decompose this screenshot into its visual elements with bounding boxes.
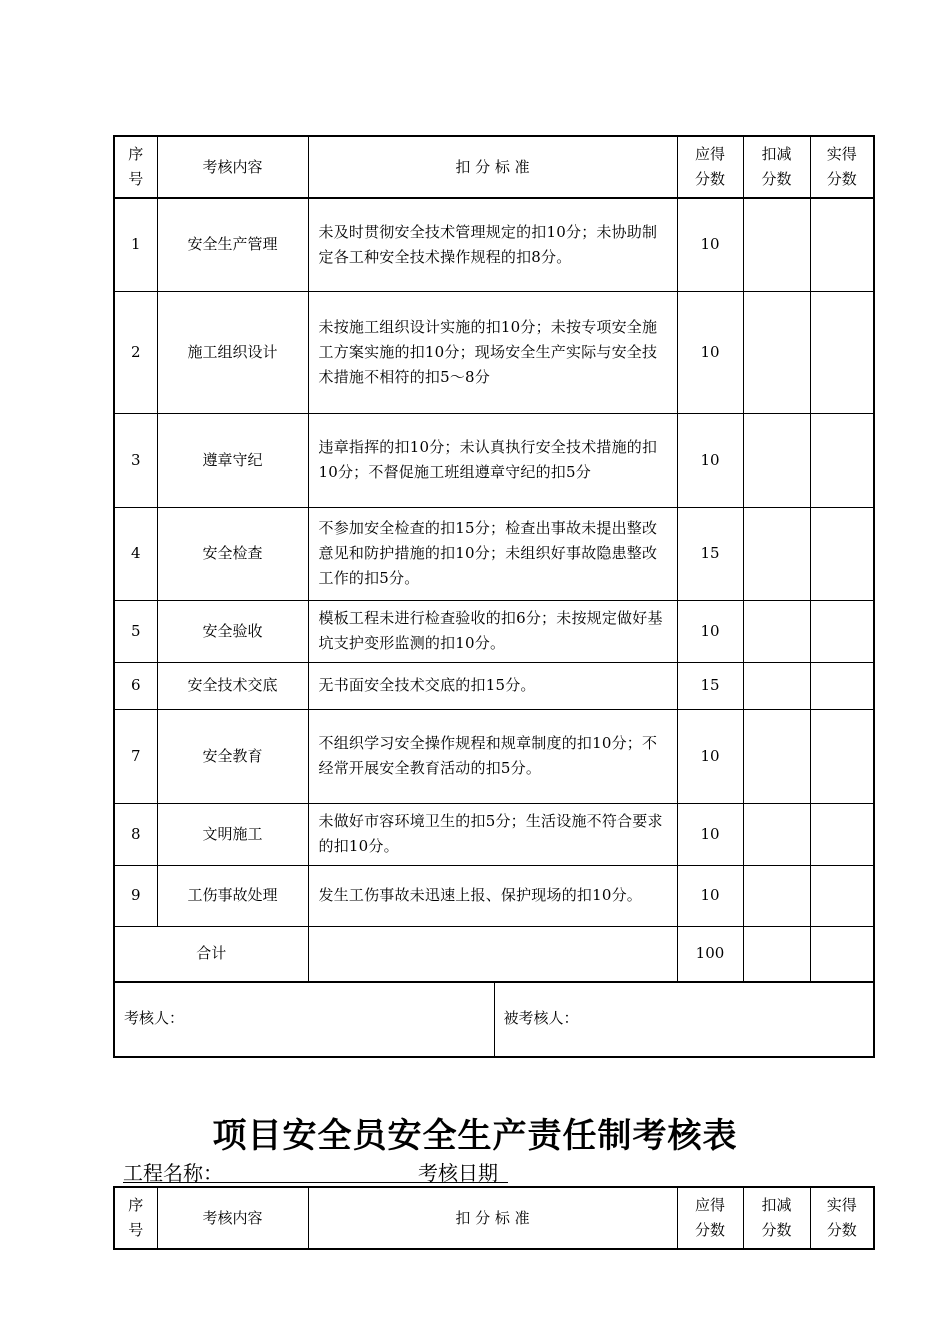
table-row [114,600,874,662]
row-item: 遵章守纪 [157,413,308,507]
row-score: 10 [677,198,743,291]
total-row [114,926,874,982]
table-row [114,865,874,926]
header-no: 序 号 [114,136,157,198]
header-item: 考核内容 [157,1187,308,1249]
header-underline [123,1182,508,1183]
row-deduct-cell[interactable] [743,600,810,662]
row-item: 安全教育 [157,709,308,803]
row-actual-cell[interactable] [810,600,874,662]
row-deduct-cell[interactable] [743,662,810,709]
row-actual-cell[interactable] [810,662,874,709]
row-deduct-cell[interactable] [743,413,810,507]
signature-row [114,981,874,1057]
row-item: 安全技术交底 [157,662,308,709]
row-criteria: 发生工伤事故未迅速上报、保护现场的扣10分。 [308,865,677,926]
table-header-row [114,136,874,198]
header-actual-score: 实得 分数 [810,136,874,198]
row-deduct-cell[interactable] [743,709,810,803]
project-name-label: 工程名称： [123,1161,223,1185]
row-score: 15 [677,662,743,709]
row-criteria: 未做好市容环境卫生的扣5分；生活设施不符合要求的扣10分。 [308,803,677,865]
row-no: 3 [114,413,157,507]
row-actual-cell[interactable] [810,291,874,413]
header-criteria: 扣 分 标 准 [308,136,677,198]
row-item: 安全检查 [157,507,308,600]
row-deduct-cell[interactable] [743,507,810,600]
table-row [114,662,874,709]
row-actual-cell[interactable] [810,709,874,803]
row-deduct-cell[interactable] [743,291,810,413]
header-deduct-score: 扣减 分数 [743,1187,810,1249]
total-criteria-cell [308,926,677,982]
table-row [114,413,874,507]
assessor-signature[interactable]: 考核人： [114,981,494,1057]
row-score: 10 [677,291,743,413]
header-actual-score: 实得 分数 [810,1187,874,1249]
header-due-score: 应得 分数 [677,1187,743,1249]
row-no: 4 [114,507,157,600]
row-item: 工伤事故处理 [157,865,308,926]
table-header-row [114,1187,874,1249]
header-due-score: 应得 分数 [677,136,743,198]
header-criteria: 扣 分 标 准 [308,1187,677,1249]
row-no: 6 [114,662,157,709]
row-criteria: 未按施工组织设计实施的扣10分；未按专项安全施工方案实施的扣10分；现场安全生产实际与安全技术措施不相符的扣5～8分 [308,291,677,413]
assessment-table [113,135,875,983]
row-item: 文明施工 [157,803,308,865]
row-criteria: 模板工程未进行检查验收的扣6分；未按规定做好基坑支护变形监测的扣10分。 [308,600,677,662]
row-no: 5 [114,600,157,662]
total-score: 100 [677,926,743,982]
table-row [114,803,874,865]
row-score: 10 [677,413,743,507]
header-deduct-score: 扣减 分数 [743,136,810,198]
row-no: 1 [114,198,157,291]
row-actual-cell[interactable] [810,865,874,926]
row-deduct-cell[interactable] [743,803,810,865]
table-row [114,709,874,803]
row-no: 8 [114,803,157,865]
row-criteria: 无书面安全技术交底的扣15分。 [308,662,677,709]
row-actual-cell[interactable] [810,803,874,865]
row-item: 安全生产管理 [157,198,308,291]
row-score: 10 [677,865,743,926]
row-actual-cell[interactable] [810,198,874,291]
assessee-signature[interactable]: 被考核人： [494,981,874,1057]
row-criteria: 违章指挥的扣10分；未认真执行安全技术措施的扣10分；不督促施工班组遵章守纪的扣5分 [308,413,677,507]
row-criteria: 不组织学习安全操作规程和规章制度的扣10分；不经常开展安全教育活动的扣5分。 [308,709,677,803]
row-no: 2 [114,291,157,413]
row-criteria: 未及时贯彻安全技术管理规定的扣10分；未协助制定各工种安全技术操作规程的扣8分。 [308,198,677,291]
table-row [114,198,874,291]
table-row [114,507,874,600]
row-no: 7 [114,709,157,803]
row-deduct-cell[interactable] [743,198,810,291]
row-score: 10 [677,709,743,803]
form-title: 项目安全员安全生产责任制考核表 [212,1116,738,1156]
row-criteria: 不参加安全检查的扣15分；检查出事故未提出整改意见和防护措施的扣10分；未组织好事故隐患整改工作的扣5分。 [308,507,677,600]
row-actual-cell[interactable] [810,413,874,507]
header-item: 考核内容 [157,136,308,198]
table-row [114,291,874,413]
row-actual-cell[interactable] [810,507,874,600]
total-label: 合计 [114,926,308,982]
row-item: 安全验收 [157,600,308,662]
header-no: 序 号 [114,1187,157,1249]
row-score: 10 [677,600,743,662]
row-no: 9 [114,865,157,926]
assessment-table-2 [113,1186,875,1250]
signature-table [113,981,875,1058]
row-score: 15 [677,507,743,600]
row-score: 10 [677,803,743,865]
row-item: 施工组织设计 [157,291,308,413]
total-deduct-cell[interactable] [743,926,810,982]
assessment-date-label: 考核日期 [418,1161,498,1185]
row-deduct-cell[interactable] [743,865,810,926]
total-actual-cell[interactable] [810,926,874,982]
